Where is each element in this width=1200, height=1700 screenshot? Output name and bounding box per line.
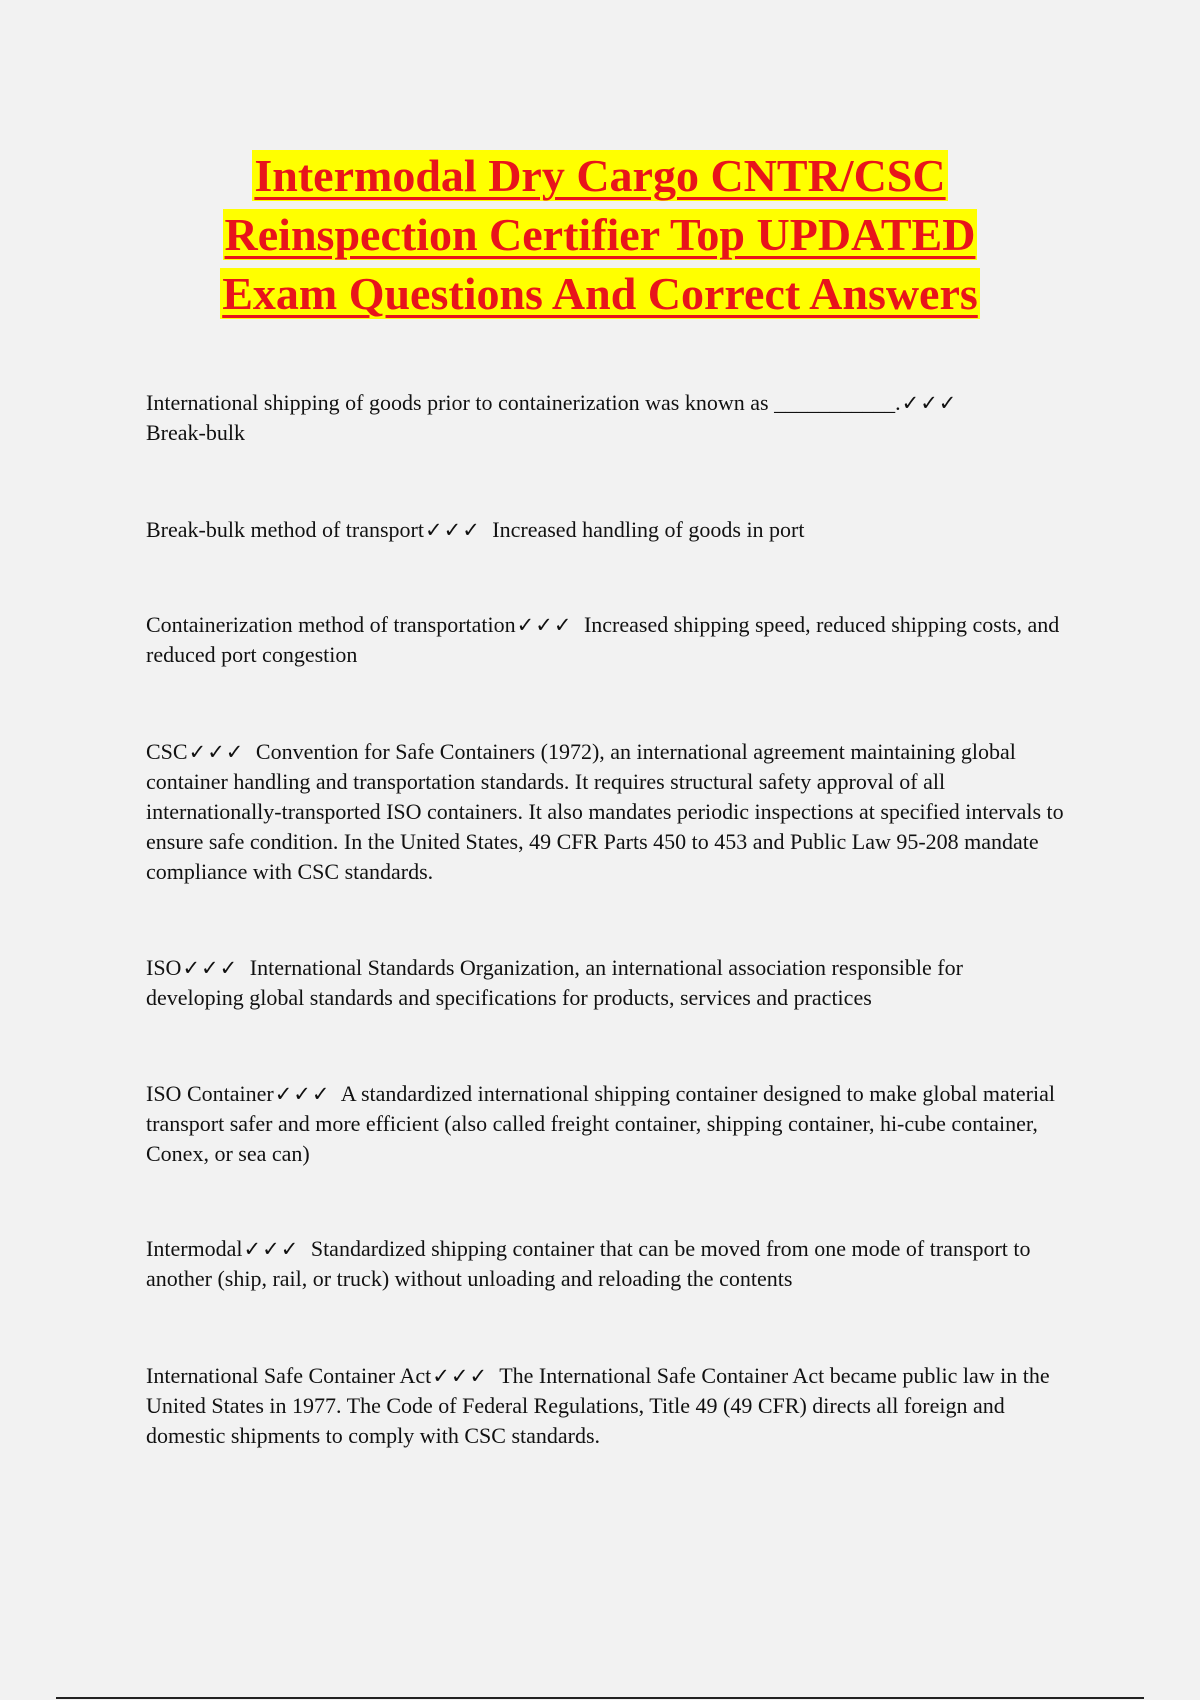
answer-text: Standardized shipping container that can be moved from one mode of transport to another (ship, rail, or truck) without unloading and reloading the contents xyxy=(146,1236,1031,1291)
answer-text: Break-bulk xyxy=(146,420,245,445)
page-bottom-divider xyxy=(56,1697,1144,1699)
checkmark-icon: ✓✓✓ xyxy=(516,613,573,637)
question-text: ISO xyxy=(146,955,182,980)
answer-text: The International Safe Container Act became public law in the United States in 1977. The Code of Federal Regulations, Title 49 (49 CFR) directs all foreign and domestic shipments to comply with CSC standards. xyxy=(146,1363,1050,1448)
title-line-1: Intermodal Dry Cargo CNTR/CSC xyxy=(254,150,946,201)
qa-item xyxy=(146,953,1066,1013)
title-line-2: Reinspection Certifier Top UPDATED xyxy=(224,209,976,260)
answer-text: Convention for Safe Containers (1972), an international agreement maintaining global container handling and transportation standards. It requires structural safety approval of all internationally-transported ISO containers. It also mandates periodic inspections at specified intervals to ensure safe condition. In the United States, 49 CFR Parts 450 to 453 and Public Law 95-208 mandate compliance with CSC standards. xyxy=(146,739,1064,884)
qa-item xyxy=(146,1079,1066,1169)
title-line-3: Exam Questions And Correct Answers xyxy=(222,268,978,319)
document-title xyxy=(0,146,1200,323)
checkmark-icon: ✓✓✓ xyxy=(274,1082,331,1106)
qa-item xyxy=(146,515,1066,545)
checkmark-icon: ✓✓✓ xyxy=(188,740,245,764)
question-text: International Safe Container Act xyxy=(146,1363,432,1388)
qa-item xyxy=(146,1361,1066,1451)
question-text: CSC xyxy=(146,739,188,764)
question-text: International shipping of goods prior to containerization was known as ___________. xyxy=(146,390,901,415)
question-text: ISO Container xyxy=(146,1081,274,1106)
checkmark-icon: ✓✓✓ xyxy=(243,1237,300,1261)
question-text: Containerization method of transportation xyxy=(146,612,516,637)
question-text: Break-bulk method of transport xyxy=(146,517,424,542)
checkmark-icon: ✓✓✓ xyxy=(425,518,481,542)
checkmark-icon: ✓✓✓ xyxy=(432,1364,489,1388)
checkmark-icon: ✓✓✓ xyxy=(182,956,239,980)
answer-text: Increased handling of goods in port xyxy=(492,517,805,542)
checkmark-icon: ✓✓✓ xyxy=(901,391,958,415)
answer-text: Increased shipping speed, reduced shipping costs, and reduced port congestion xyxy=(146,612,1060,667)
qa-item xyxy=(146,388,1066,448)
qa-item xyxy=(146,1234,1066,1294)
answer-text: International Standards Organization, an international association responsible for developing global standards and specifications for products, services and practices xyxy=(146,955,963,1010)
answer-text: A standardized international shipping container designed to make global material transport safer and more efficient (also called freight container, shipping container, hi-cube container, Conex, or sea can) xyxy=(146,1081,1055,1166)
qa-item xyxy=(146,737,1066,887)
question-text: Intermodal xyxy=(146,1236,243,1261)
qa-item xyxy=(146,610,1066,670)
